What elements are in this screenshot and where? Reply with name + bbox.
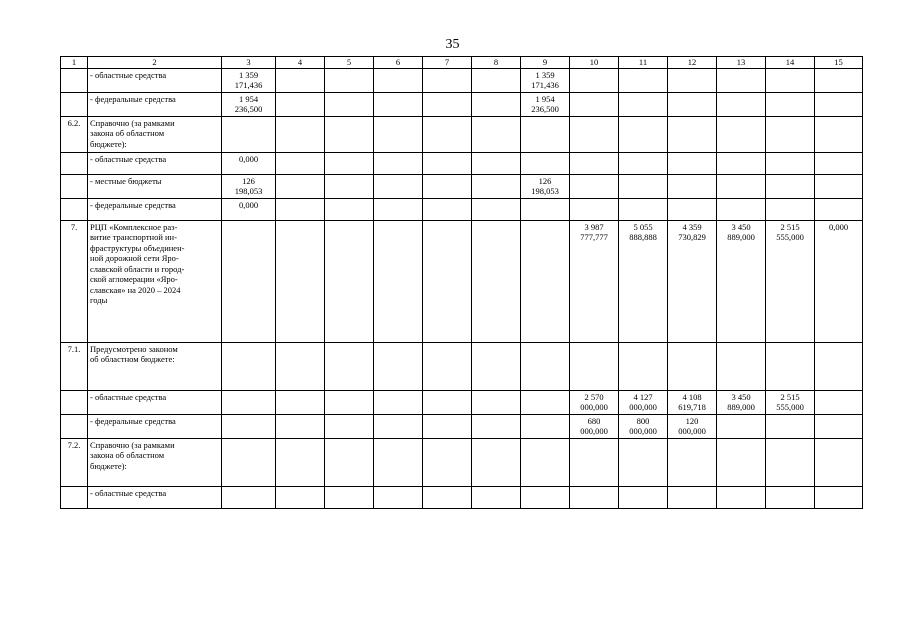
value-cell: [717, 342, 766, 390]
value-cell: [325, 174, 374, 198]
table-row: [61, 342, 863, 390]
value-cell: [423, 486, 472, 508]
value-cell: [717, 152, 766, 174]
value-cell: [222, 220, 276, 342]
value-cell: [222, 116, 276, 152]
value-cell: [472, 68, 521, 92]
table-row: [61, 92, 863, 116]
table-row: [61, 174, 863, 198]
value-cell: [325, 68, 374, 92]
value-cell: [276, 220, 325, 342]
value-cell: [472, 342, 521, 390]
column-header: 6: [374, 57, 423, 69]
column-header: 7: [423, 57, 472, 69]
table-row: [61, 220, 863, 342]
value-cell: [374, 438, 423, 486]
value-cell: [570, 342, 619, 390]
value-cell: [668, 342, 717, 390]
table-row: [61, 152, 863, 174]
column-header: 2: [88, 57, 222, 69]
value-cell: [668, 198, 717, 220]
value-cell: [423, 390, 472, 414]
value-cell: [619, 438, 668, 486]
value-cell: [276, 198, 325, 220]
value-cell: [521, 486, 570, 508]
value-cell: [325, 152, 374, 174]
value-cell: [815, 438, 863, 486]
value-cell: [325, 414, 374, 438]
value-cell: [619, 68, 668, 92]
value-cell: [815, 342, 863, 390]
value-cell: [276, 68, 325, 92]
value-cell: [222, 342, 276, 390]
value-cell: [423, 438, 472, 486]
value-cell: 120 000,000: [668, 414, 717, 438]
value-cell: [325, 92, 374, 116]
value-cell: [276, 342, 325, 390]
value-cell: [815, 414, 863, 438]
value-cell: 0,000: [815, 220, 863, 342]
value-cell: [325, 220, 374, 342]
value-cell: 1 954 236,500: [521, 92, 570, 116]
header-row: [61, 57, 863, 69]
row-label-cell: Справочно (за рамками закона об областном бюджете):: [88, 116, 222, 152]
value-cell: [472, 486, 521, 508]
value-cell: [668, 152, 717, 174]
value-cell: [815, 486, 863, 508]
value-cell: [570, 438, 619, 486]
value-cell: [222, 486, 276, 508]
table-row: [61, 116, 863, 152]
value-cell: [374, 342, 423, 390]
value-cell: [717, 92, 766, 116]
value-cell: 4 127 000,000: [619, 390, 668, 414]
value-cell: [374, 198, 423, 220]
value-cell: [717, 174, 766, 198]
table-row: [61, 390, 863, 414]
value-cell: [717, 198, 766, 220]
value-cell: [766, 152, 815, 174]
value-cell: [521, 342, 570, 390]
value-cell: [570, 92, 619, 116]
value-cell: [472, 390, 521, 414]
value-cell: 2 570 000,000: [570, 390, 619, 414]
value-cell: [423, 92, 472, 116]
row-label-cell: - федеральные средства: [88, 198, 222, 220]
value-cell: [276, 174, 325, 198]
budget-table: [60, 56, 863, 509]
value-cell: [668, 438, 717, 486]
value-cell: [374, 220, 423, 342]
row-label-cell: - федеральные средства: [88, 414, 222, 438]
value-cell: [325, 198, 374, 220]
value-cell: [374, 174, 423, 198]
column-header: 8: [472, 57, 521, 69]
value-cell: [325, 486, 374, 508]
column-header: 15: [815, 57, 863, 69]
value-cell: 0,000: [222, 152, 276, 174]
row-number-cell: 7.1.: [61, 342, 88, 390]
column-header: 14: [766, 57, 815, 69]
column-header: 10: [570, 57, 619, 69]
value-cell: 680 000,000: [570, 414, 619, 438]
value-cell: [717, 414, 766, 438]
value-cell: [717, 68, 766, 92]
value-cell: [815, 174, 863, 198]
value-cell: 3 450 889,000: [717, 220, 766, 342]
row-number-cell: [61, 152, 88, 174]
column-header: 11: [619, 57, 668, 69]
row-label-cell: - местные бюджеты: [88, 174, 222, 198]
row-label-cell: - федеральные средства: [88, 92, 222, 116]
value-cell: [521, 414, 570, 438]
column-header: 13: [717, 57, 766, 69]
value-cell: [521, 116, 570, 152]
value-cell: [570, 152, 619, 174]
row-number-cell: [61, 486, 88, 508]
value-cell: [472, 152, 521, 174]
value-cell: [766, 438, 815, 486]
value-cell: [815, 390, 863, 414]
table-row: [61, 68, 863, 92]
value-cell: [472, 220, 521, 342]
value-cell: [423, 342, 472, 390]
row-number-cell: [61, 390, 88, 414]
value-cell: [766, 92, 815, 116]
value-cell: [815, 92, 863, 116]
value-cell: [276, 116, 325, 152]
value-cell: [766, 68, 815, 92]
value-cell: [374, 92, 423, 116]
value-cell: [521, 152, 570, 174]
value-cell: [521, 198, 570, 220]
table-row: [61, 414, 863, 438]
row-number-cell: 7.2.: [61, 438, 88, 486]
value-cell: [766, 486, 815, 508]
row-label-cell: - областные средства: [88, 390, 222, 414]
value-cell: [276, 438, 325, 486]
value-cell: [766, 198, 815, 220]
value-cell: 800 000,000: [619, 414, 668, 438]
value-cell: [570, 174, 619, 198]
value-cell: [619, 174, 668, 198]
value-cell: [570, 116, 619, 152]
value-cell: [325, 390, 374, 414]
column-header: 4: [276, 57, 325, 69]
row-label-cell: РЦП «Комплексное раз- витие транспортной ин- фраструктуры объединен- ной дорожной сети Яро- славской области и город- ской агломерации «Яро- славская» на 2020 – 2024 годы: [88, 220, 222, 342]
value-cell: [521, 220, 570, 342]
value-cell: 4 359 730,829: [668, 220, 717, 342]
value-cell: [423, 414, 472, 438]
value-cell: 2 515 555,000: [766, 220, 815, 342]
value-cell: [423, 116, 472, 152]
value-cell: 126 198,053: [222, 174, 276, 198]
value-cell: [766, 342, 815, 390]
value-cell: [472, 174, 521, 198]
value-cell: [222, 438, 276, 486]
value-cell: [325, 116, 374, 152]
value-cell: [222, 390, 276, 414]
row-number-cell: [61, 174, 88, 198]
value-cell: [374, 116, 423, 152]
value-cell: [276, 486, 325, 508]
row-number-cell: [61, 198, 88, 220]
column-header: 5: [325, 57, 374, 69]
value-cell: 3 987 777,777: [570, 220, 619, 342]
value-cell: [472, 198, 521, 220]
value-cell: [570, 486, 619, 508]
column-header: 9: [521, 57, 570, 69]
value-cell: [472, 116, 521, 152]
column-header: 3: [222, 57, 276, 69]
value-cell: [472, 92, 521, 116]
value-cell: [766, 174, 815, 198]
value-cell: [717, 116, 766, 152]
value-cell: [374, 486, 423, 508]
value-cell: [325, 342, 374, 390]
value-cell: 4 108 619,718: [668, 390, 717, 414]
value-cell: [570, 198, 619, 220]
row-label-cell: Предусмотрено законом об областном бюджете:: [88, 342, 222, 390]
value-cell: [276, 414, 325, 438]
value-cell: [815, 198, 863, 220]
value-cell: [619, 198, 668, 220]
value-cell: [423, 68, 472, 92]
row-label-cell: - областные средства: [88, 486, 222, 508]
value-cell: [668, 92, 717, 116]
table-row: [61, 198, 863, 220]
value-cell: 126 198,053: [521, 174, 570, 198]
value-cell: [222, 414, 276, 438]
value-cell: [766, 116, 815, 152]
value-cell: 2 515 555,000: [766, 390, 815, 414]
row-label-cell: - областные средства: [88, 68, 222, 92]
value-cell: [717, 438, 766, 486]
value-cell: [668, 68, 717, 92]
value-cell: 1 954 236,500: [222, 92, 276, 116]
column-header: 12: [668, 57, 717, 69]
row-number-cell: [61, 68, 88, 92]
page-number: 35: [445, 37, 460, 52]
value-cell: [423, 152, 472, 174]
value-cell: [619, 486, 668, 508]
value-cell: [619, 152, 668, 174]
column-header: 1: [61, 57, 88, 69]
value-cell: [423, 174, 472, 198]
value-cell: [717, 486, 766, 508]
table-row: [61, 438, 863, 486]
table-body: [61, 68, 863, 508]
value-cell: [619, 342, 668, 390]
value-cell: [472, 438, 521, 486]
value-cell: [423, 198, 472, 220]
row-number-cell: [61, 92, 88, 116]
value-cell: 0,000: [222, 198, 276, 220]
value-cell: [374, 390, 423, 414]
value-cell: [472, 414, 521, 438]
value-cell: [374, 68, 423, 92]
value-cell: [668, 486, 717, 508]
row-label-cell: Справочно (за рамками закона об областном бюджете):: [88, 438, 222, 486]
value-cell: [668, 174, 717, 198]
value-cell: [766, 414, 815, 438]
value-cell: [619, 92, 668, 116]
value-cell: 1 359 171,436: [521, 68, 570, 92]
value-cell: [325, 438, 374, 486]
value-cell: 5 055 888,888: [619, 220, 668, 342]
value-cell: [815, 68, 863, 92]
value-cell: [521, 438, 570, 486]
row-number-cell: 6.2.: [61, 116, 88, 152]
value-cell: [276, 92, 325, 116]
value-cell: [276, 390, 325, 414]
row-label-cell: - областные средства: [88, 152, 222, 174]
value-cell: 3 450 889,000: [717, 390, 766, 414]
value-cell: 1 359 171,436: [222, 68, 276, 92]
value-cell: [570, 68, 619, 92]
row-number-cell: 7.: [61, 220, 88, 342]
value-cell: [815, 116, 863, 152]
row-number-cell: [61, 414, 88, 438]
value-cell: [815, 152, 863, 174]
value-cell: [668, 116, 717, 152]
value-cell: [374, 152, 423, 174]
value-cell: [276, 152, 325, 174]
value-cell: [521, 390, 570, 414]
value-cell: [423, 220, 472, 342]
value-cell: [374, 414, 423, 438]
table-row: [61, 486, 863, 508]
value-cell: [619, 116, 668, 152]
